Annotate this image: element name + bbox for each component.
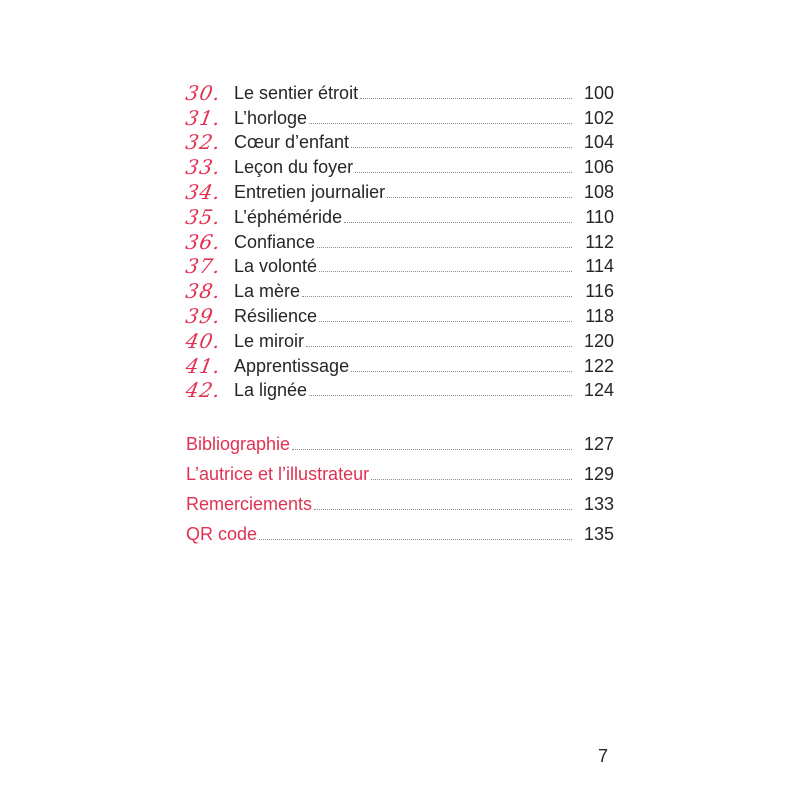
dot-leader [319,321,572,322]
page-number: 7 [598,746,609,766]
dot-leader [317,247,572,248]
back-matter-page: 129 [583,464,614,484]
chapter-page: 110 [585,206,614,227]
back-matter-title: Remerciements [186,494,313,514]
back-matter-page: 133 [583,494,614,514]
chapter-title: La mère [234,281,301,302]
back-matter-entry [186,424,614,454]
dot-leader [344,222,572,223]
chapter-title: Confiance [234,231,316,252]
chapter-number: 34. [183,179,223,204]
chapter-title: Résilience [234,305,318,326]
chapter-title: La lignée [234,380,308,401]
back-matter-page: 127 [583,434,614,454]
chapter-title: Leçon du foyer [234,157,354,178]
chapter-page: 108 [583,181,614,202]
chapter-page: 100 [583,82,614,103]
chapter-entry [183,276,614,304]
chapter-number: 32. [183,130,223,155]
chapter-entry [183,152,614,180]
chapter-entry [183,376,614,403]
chapter-entry [183,351,614,378]
dot-leader [371,479,572,480]
chapter-entry [183,301,614,328]
dot-leader [292,449,572,450]
chapter-number: 33. [183,155,223,180]
back-matter-page: 135 [583,524,614,544]
chapter-entry [183,227,614,254]
chapter-title: Apprentissage [234,355,350,376]
chapter-entry [183,252,614,279]
back-matter-list [186,424,614,544]
back-matter-entry [186,484,614,514]
chapter-number: 37. [183,254,223,279]
chapter-page: 118 [585,305,614,326]
dot-leader [302,296,572,297]
chapter-entry [183,202,614,229]
chapter-title: Entretien journalier [234,181,386,202]
back-matter-title: L’autrice et l’illustrateur [186,464,370,484]
chapter-number: 31. [183,105,223,130]
chapter-entry [183,177,614,204]
chapter-title: La volonté [234,256,318,277]
dot-leader [319,271,572,272]
dot-leader [309,395,572,396]
chapter-page: 106 [583,157,614,178]
chapter-number: 40. [183,328,223,353]
back-matter-entry [186,454,614,484]
chapter-entry [183,103,614,130]
chapter-page: 104 [583,132,614,153]
back-matter-entry [186,514,614,544]
chapter-entry [183,128,614,155]
chapter-list [183,78,614,403]
chapter-number: 39. [183,303,223,328]
chapter-title: L’éphéméride [234,206,343,227]
chapter-page: 102 [583,107,614,128]
chapter-page: 112 [585,231,614,252]
chapter-page: 124 [583,380,614,401]
chapter-title: L’horloge [234,107,308,128]
dot-leader [387,197,572,198]
chapter-number: 41. [183,353,223,378]
chapter-page: 122 [583,355,614,376]
dot-leader [309,123,572,124]
chapter-number: 42. [183,378,223,403]
chapter-entry [183,78,614,105]
chapter-page: 116 [585,281,614,302]
chapter-number: 36. [183,229,223,254]
chapter-title: Le miroir [234,330,305,351]
dot-leader [306,346,572,347]
chapter-title: Le sentier étroit [234,82,359,103]
chapter-number: 30. [183,80,223,105]
dot-leader [351,371,572,372]
chapter-number: 38. [183,279,223,304]
dot-leader [355,172,572,173]
chapter-number: 35. [183,204,223,229]
dot-leader [259,539,572,540]
chapter-entry [183,326,614,353]
chapter-page: 120 [583,330,614,351]
back-matter-title: QR code [186,524,258,544]
back-matter-title: Bibliographie [186,434,291,454]
chapter-title: Cœur d’enfant [234,132,350,153]
chapter-page: 114 [585,256,614,277]
dot-leader [360,98,572,99]
dot-leader [314,509,572,510]
dot-leader [351,147,572,148]
